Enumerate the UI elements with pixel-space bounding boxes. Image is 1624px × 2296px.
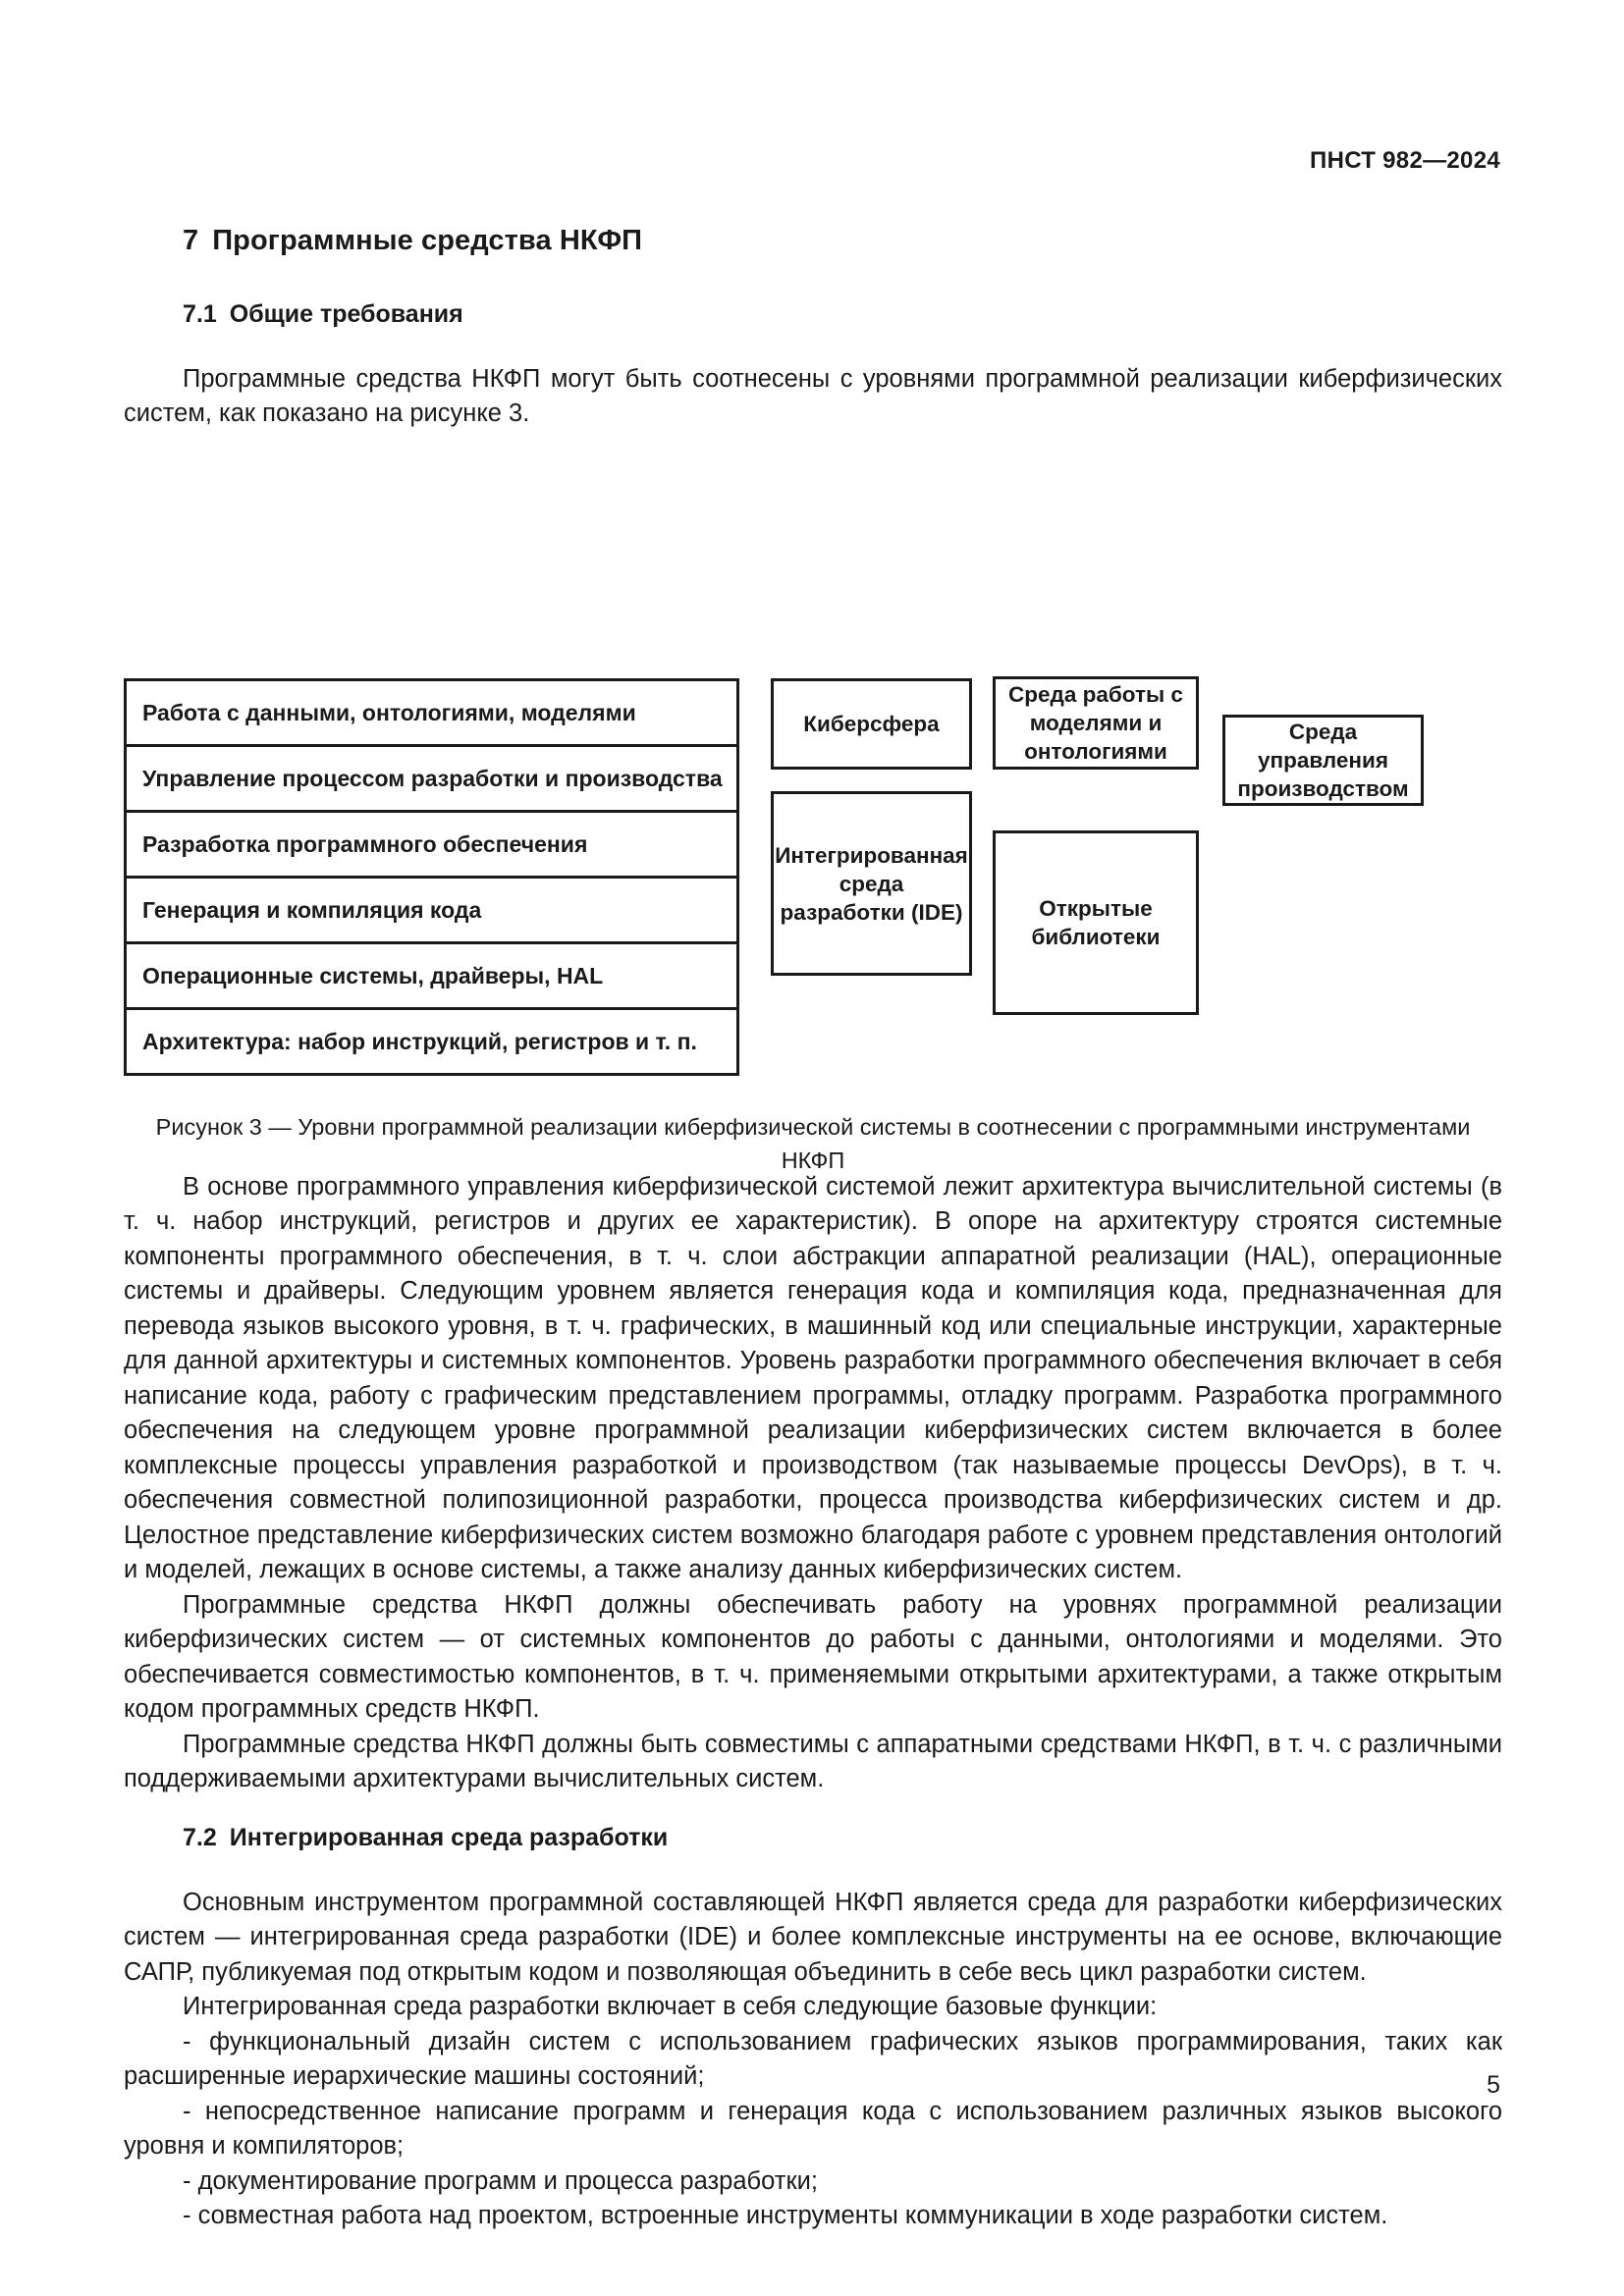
figure-level-label-6: Архитектура: набор инструкций, регистров и т. п.	[142, 1028, 697, 1054]
list-item-4: - совместная работа над проектом, встроенные инструменты коммуникации в ходе разработки систем.	[183, 2202, 1388, 2230]
figure-level-box-3	[124, 810, 739, 879]
figure-level-label-5: Операционные системы, драйверы, HAL	[142, 962, 604, 988]
figure-level-label-3: Разработка программного обеспечения	[142, 830, 588, 857]
figure-3	[124, 678, 1502, 1091]
figure-level-label-4: Генерация и компиляция кода	[142, 896, 482, 923]
paragraph-body-1: В основе программного управления киберфизической системой лежит архитектура вычислительной системы (в т. ч. набор инструкций, регистров и других ее характеристик). В опоре на архитектуру строятся системные компоненты программного обеспечения, в т. ч. слои абстракции аппаратной реализации (HAL), операционные системы и драйверы. Следующим уровнем является генерация кода и компиляция кода, предназначенная для перевода языков высокого уровня, в т. ч. графических, в машинный код или специальные инструкции, характерные для данной архитектуры и системных компонентов. Уровень разработки программного обеспечения включает в себя написание кода, работу с графическим представлением программы, отладку программ. Разработка программного обеспечения на следующем уровне программной реализации киберфизических систем включается в более комплексные процессы управления разработкой и производством (так называемые процессы DevOps), в т. ч. обеспечения совместной полипозиционной разработки, процесса производства киберфизических систем и др. Целостное представление киберфизических систем возможно благодаря работе с уровнем представления онтологий и моделей, лежащих в основе системы, а также анализу данных киберфизических систем.	[124, 1172, 1502, 1584]
figure-tool-label-production-management: Среда управления производством	[1237, 720, 1409, 801]
figure-tool-box-production-management	[1222, 715, 1424, 806]
figure-level-label-2: Управление процессом разработки и производства	[142, 765, 723, 791]
section-title-7-2: Интегрированная среда разработки	[229, 1823, 669, 1851]
figure-level-box-2	[124, 744, 739, 813]
paragraph-body-5: Интегрированная среда разработки включает в себя следующие базовые функции:	[183, 1993, 1158, 2021]
paragraph-body-2: Программные средства НКФП должны обеспечивать работу на уровнях программной реализации киберфизических систем — от системных компонентов до работы с данными, онтологиями и моделями. Это обеспечивается совместимостью компонентов, в т. ч. применяемыми открытыми архитектурами, а также открытым кодом программных средств НКФП.	[124, 1590, 1502, 1724]
section-number-7: 7	[183, 225, 199, 256]
running-header: ПНСТ 982—2024	[1310, 147, 1500, 174]
section-heading-7-1	[183, 299, 1502, 329]
paragraph-body-4: Основным инструментом программной составляющей НКФП является среда для разработки киберфизических систем — интегрированная среда разработки (IDE) и более комплексные инструменты на ее основе, включающие САПР, публикуемая под открытым кодом и позволяющая объединить в себе весь цикл разработки систем.	[124, 1888, 1502, 1986]
figure-level-label-1: Работа с данными, онтологиями, моделями	[142, 699, 636, 725]
figure-tool-label-open-libraries: Открытые библиотеки	[1031, 896, 1161, 949]
section-number-7-2: 7.2	[183, 1823, 217, 1851]
figure-level-box-5	[124, 941, 739, 1010]
page-content	[124, 224, 1502, 2234]
list-item-3: - документирование программ и процесса разработки;	[183, 2166, 818, 2195]
figure-level-box-6	[124, 1007, 739, 1076]
figure-tool-box-ide	[771, 791, 972, 976]
section-title-7: Программные средства НКФП	[212, 225, 643, 256]
section-number-7-1: 7.1	[183, 299, 217, 328]
figure-3-caption: Рисунок 3 — Уровни программной реализации киберфизической системы в соотнесении с программными инструментами НКФП	[155, 1114, 1471, 1173]
paragraph-intro-7-1: Программные средства НКФП могут быть соотнесены с уровнями программной реализации киберфизических систем, как показано на рисунке 3.	[124, 364, 1502, 428]
figure-tool-box-cybersphere	[771, 678, 972, 770]
section-heading-7	[183, 224, 1502, 258]
figure-tool-box-open-libraries	[993, 830, 1199, 1015]
figure-tool-label-models-ontologies: Среда работы с моделями и онтологиями	[1008, 682, 1183, 764]
figure-level-box-1	[124, 678, 739, 747]
section-title-7-1: Общие требования	[229, 299, 463, 328]
list-item-1: - функциональный дизайн систем с использованием графических языков программирования, таких как расширенные иерархические машины состояний;	[124, 2027, 1502, 2091]
page-number: 5	[1487, 2071, 1500, 2099]
figure-tool-label-ide: Интегрированная среда разработки (IDE)	[775, 842, 968, 925]
figure-level-box-4	[124, 876, 739, 944]
section-heading-7-2	[183, 1823, 1502, 1852]
list-item-2: - непосредственное написание программ и генерация кода с использованием различных языков высокого уровня и компиляторов;	[124, 2097, 1502, 2161]
figure-tool-label-cybersphere: Киберсфера	[803, 712, 940, 736]
figure-tool-box-models-ontologies	[993, 676, 1199, 770]
paragraph-body-3: Программные средства НКФП должны быть совместимы с аппаратными средствами НКФП, в т. ч. с различными поддерживаемыми архитектурами вычислительных систем.	[124, 1730, 1502, 1793]
